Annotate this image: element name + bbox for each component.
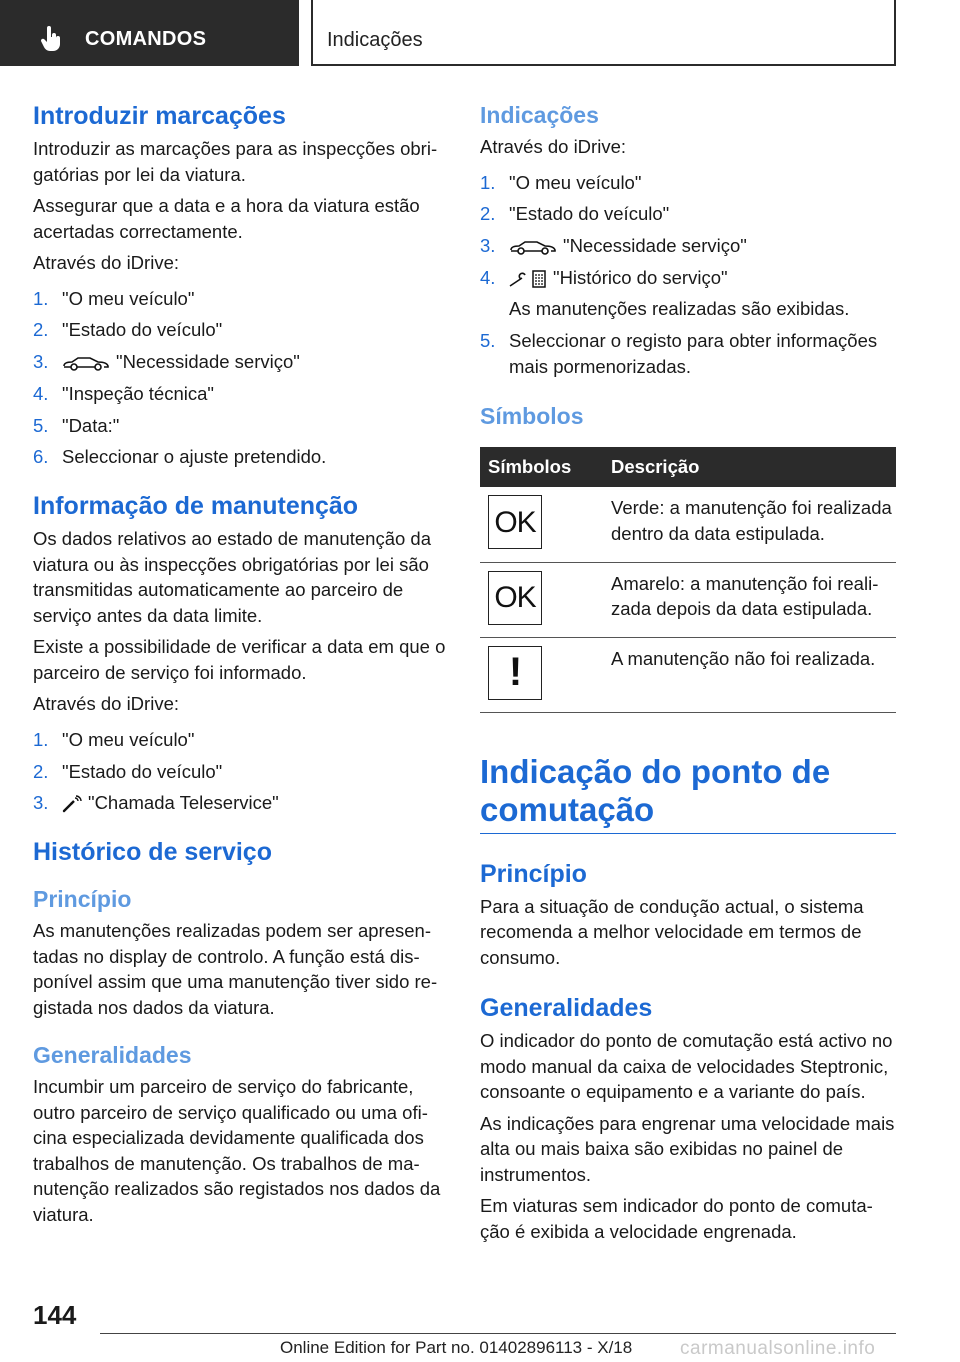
subheading-principio: Princípio	[33, 886, 132, 913]
list-item	[480, 170, 896, 196]
symbol-cell	[480, 637, 611, 712]
subheading-generalidades: Generalidades	[33, 1042, 192, 1069]
description-cell: Verde: a manutenção foi realizada dentro da data estipulada.	[611, 487, 896, 562]
steps-list	[480, 170, 896, 380]
hand-pointer-icon	[40, 26, 62, 52]
list-number: 1.	[33, 728, 49, 750]
paragraph: Em viaturas sem indicador do ponto de comutação é exibida a velocidade engrenada.	[480, 1195, 873, 1242]
list-item	[33, 727, 449, 753]
paragraph: As indicações para engrenar uma velocidade mais alta ou mais baixa são exibidas no painel de instrumentos.	[480, 1112, 895, 1185]
section-tab	[0, 0, 299, 66]
left-column	[33, 100, 449, 1233]
list-number: 2.	[480, 203, 496, 225]
car-service-icon	[62, 355, 110, 371]
list-item	[480, 265, 896, 322]
list-number: 1.	[480, 171, 496, 193]
list-number: 1.	[33, 287, 49, 309]
list-item	[33, 790, 449, 816]
symbol-cell	[480, 562, 611, 637]
paragraph: Os dados relativos ao estado de manutenção da viatura ou às inspecções obrigatórias por lei são transmitidas automaticamente ao parceiro de serviço antes da data limite.	[33, 528, 432, 626]
subheading-simbolos: Símbolos	[480, 403, 584, 430]
section-label: COMANDOS	[85, 28, 207, 50]
list-text: Seleccionar o registo para obter informações mais pormenorizadas.	[509, 330, 878, 377]
paragraph: Existe a possibilidade de verificar a data em que o parceiro de serviço foi informado.	[33, 636, 446, 683]
chapter-label: Indicações	[327, 29, 423, 51]
wrench-signal-icon	[62, 795, 82, 813]
footer-divider	[100, 1333, 896, 1334]
list-text: Seleccionar o ajuste pretendido.	[62, 446, 327, 468]
paragraph: As manutenções realizadas podem ser apresentadas no display de controlo. A função está disponível assim que uma manutenção tiver sido registada nos dados da viatura.	[33, 920, 438, 1018]
list-text: "Estado do veículo"	[62, 319, 223, 341]
list-number: 3.	[480, 235, 496, 257]
list-item	[33, 381, 449, 407]
heading-principio: Princípio	[480, 859, 587, 888]
table-header-descricao: Descrição	[611, 447, 896, 487]
list-text: "Estado do veículo"	[62, 760, 223, 782]
list-item	[33, 349, 449, 375]
service-history-icon	[509, 269, 547, 289]
list-number: 3.	[33, 351, 49, 373]
description-cell: A manutenção não foi realizada.	[611, 637, 896, 712]
list-number: 5.	[480, 330, 496, 352]
list-text: "Histórico do serviço"	[553, 266, 728, 288]
steps-list	[33, 727, 449, 816]
list-text: "Necessidade serviço"	[116, 351, 300, 373]
list-text: "Inspeção técnica"	[62, 382, 214, 404]
list-number: 2.	[33, 319, 49, 341]
list-number: 2.	[33, 760, 49, 782]
symbols-table	[480, 447, 896, 713]
heading-introduzir-marcacoes: Introduzir marcações	[33, 102, 286, 130]
paragraph: Assegurar que a data e a hora da viatura estão acertadas correctamente.	[33, 195, 420, 242]
table-row	[480, 562, 896, 637]
list-number: 6.	[33, 446, 49, 468]
right-column	[480, 100, 896, 1250]
heading-generalidades: Generalidades	[480, 994, 653, 1023]
paragraph: O indicador do ponto de comutação está activo no modo manual da caixa de velocidades Steptronic, consoante o equipamento e a variante do país.	[480, 1030, 893, 1103]
table-header-simbolos: Símbolos	[480, 447, 611, 487]
paragraph: Através do iDrive:	[480, 136, 626, 157]
heading-historico-servico: Histórico de serviço	[33, 838, 272, 867]
table-row	[480, 487, 896, 562]
symbol-cell	[480, 487, 611, 562]
list-item	[33, 317, 449, 343]
ok-yellow-icon: OK	[488, 571, 542, 625]
list-subtext: As manutenções realizadas são exibidas.	[509, 298, 850, 320]
ok-green-icon: OK	[488, 495, 542, 549]
list-text: "Data:"	[62, 414, 120, 436]
list-number: 3.	[33, 792, 49, 814]
heading-informacao-manutencao: Informação de manutenção	[33, 492, 359, 521]
list-number: 4.	[33, 382, 49, 404]
exclamation-icon: !	[488, 646, 542, 700]
paragraph: Incumbir um parceiro de serviço do fabricante, outro parceiro de serviço qualificado ou uma oficina especializada devidamente qualificada dos trabalhos de manutenção. Os trabalhos de manutenção realizados são registados nos dados da viatura.	[33, 1076, 441, 1225]
list-item	[33, 286, 449, 312]
watermark: carmanualsonline.info	[680, 1338, 876, 1359]
list-item	[480, 233, 896, 259]
list-text: "Chamada Teleservice"	[88, 792, 279, 814]
chapter-heading-wrap	[480, 753, 896, 834]
table-row	[480, 637, 896, 712]
page-number: 144	[33, 1300, 77, 1330]
page-header	[0, 0, 960, 66]
chapter-tab	[311, 0, 896, 66]
paragraph: Introduzir as marcações para as inspecções obrigatórias por lei da viatura.	[33, 138, 438, 185]
list-item	[33, 759, 449, 785]
description-cell: Amarelo: a manutenção foi realizada depois da data estipulada.	[611, 562, 896, 637]
heading-indicacao-ponto-comutacao: Indicação do ponto de comutação	[480, 752, 831, 828]
subheading-indicacoes: Indicações	[480, 102, 599, 128]
list-number: 5.	[33, 414, 49, 436]
list-text: "Estado do veículo"	[509, 203, 670, 225]
list-item	[480, 328, 896, 379]
paragraph: Através do iDrive:	[33, 252, 179, 273]
table-header-row	[480, 447, 896, 487]
list-item	[480, 201, 896, 227]
list-text: "O meu veículo"	[509, 171, 642, 193]
paragraph: Para a situação de condução actual, o sistema recomenda a melhor velocidade em termos de consumo.	[480, 895, 864, 968]
list-text: "Necessidade serviço"	[563, 235, 747, 257]
edition-text: Online Edition for Part no. 01402896113 - X/18	[280, 1338, 633, 1357]
list-text: "O meu veículo"	[62, 728, 195, 750]
car-service-icon	[509, 239, 557, 255]
list-item	[33, 413, 449, 439]
list-item	[33, 444, 449, 470]
paragraph: Através do iDrive:	[33, 693, 179, 715]
list-number: 4.	[480, 266, 496, 288]
list-text: "O meu veículo"	[62, 287, 195, 309]
steps-list	[33, 286, 449, 470]
